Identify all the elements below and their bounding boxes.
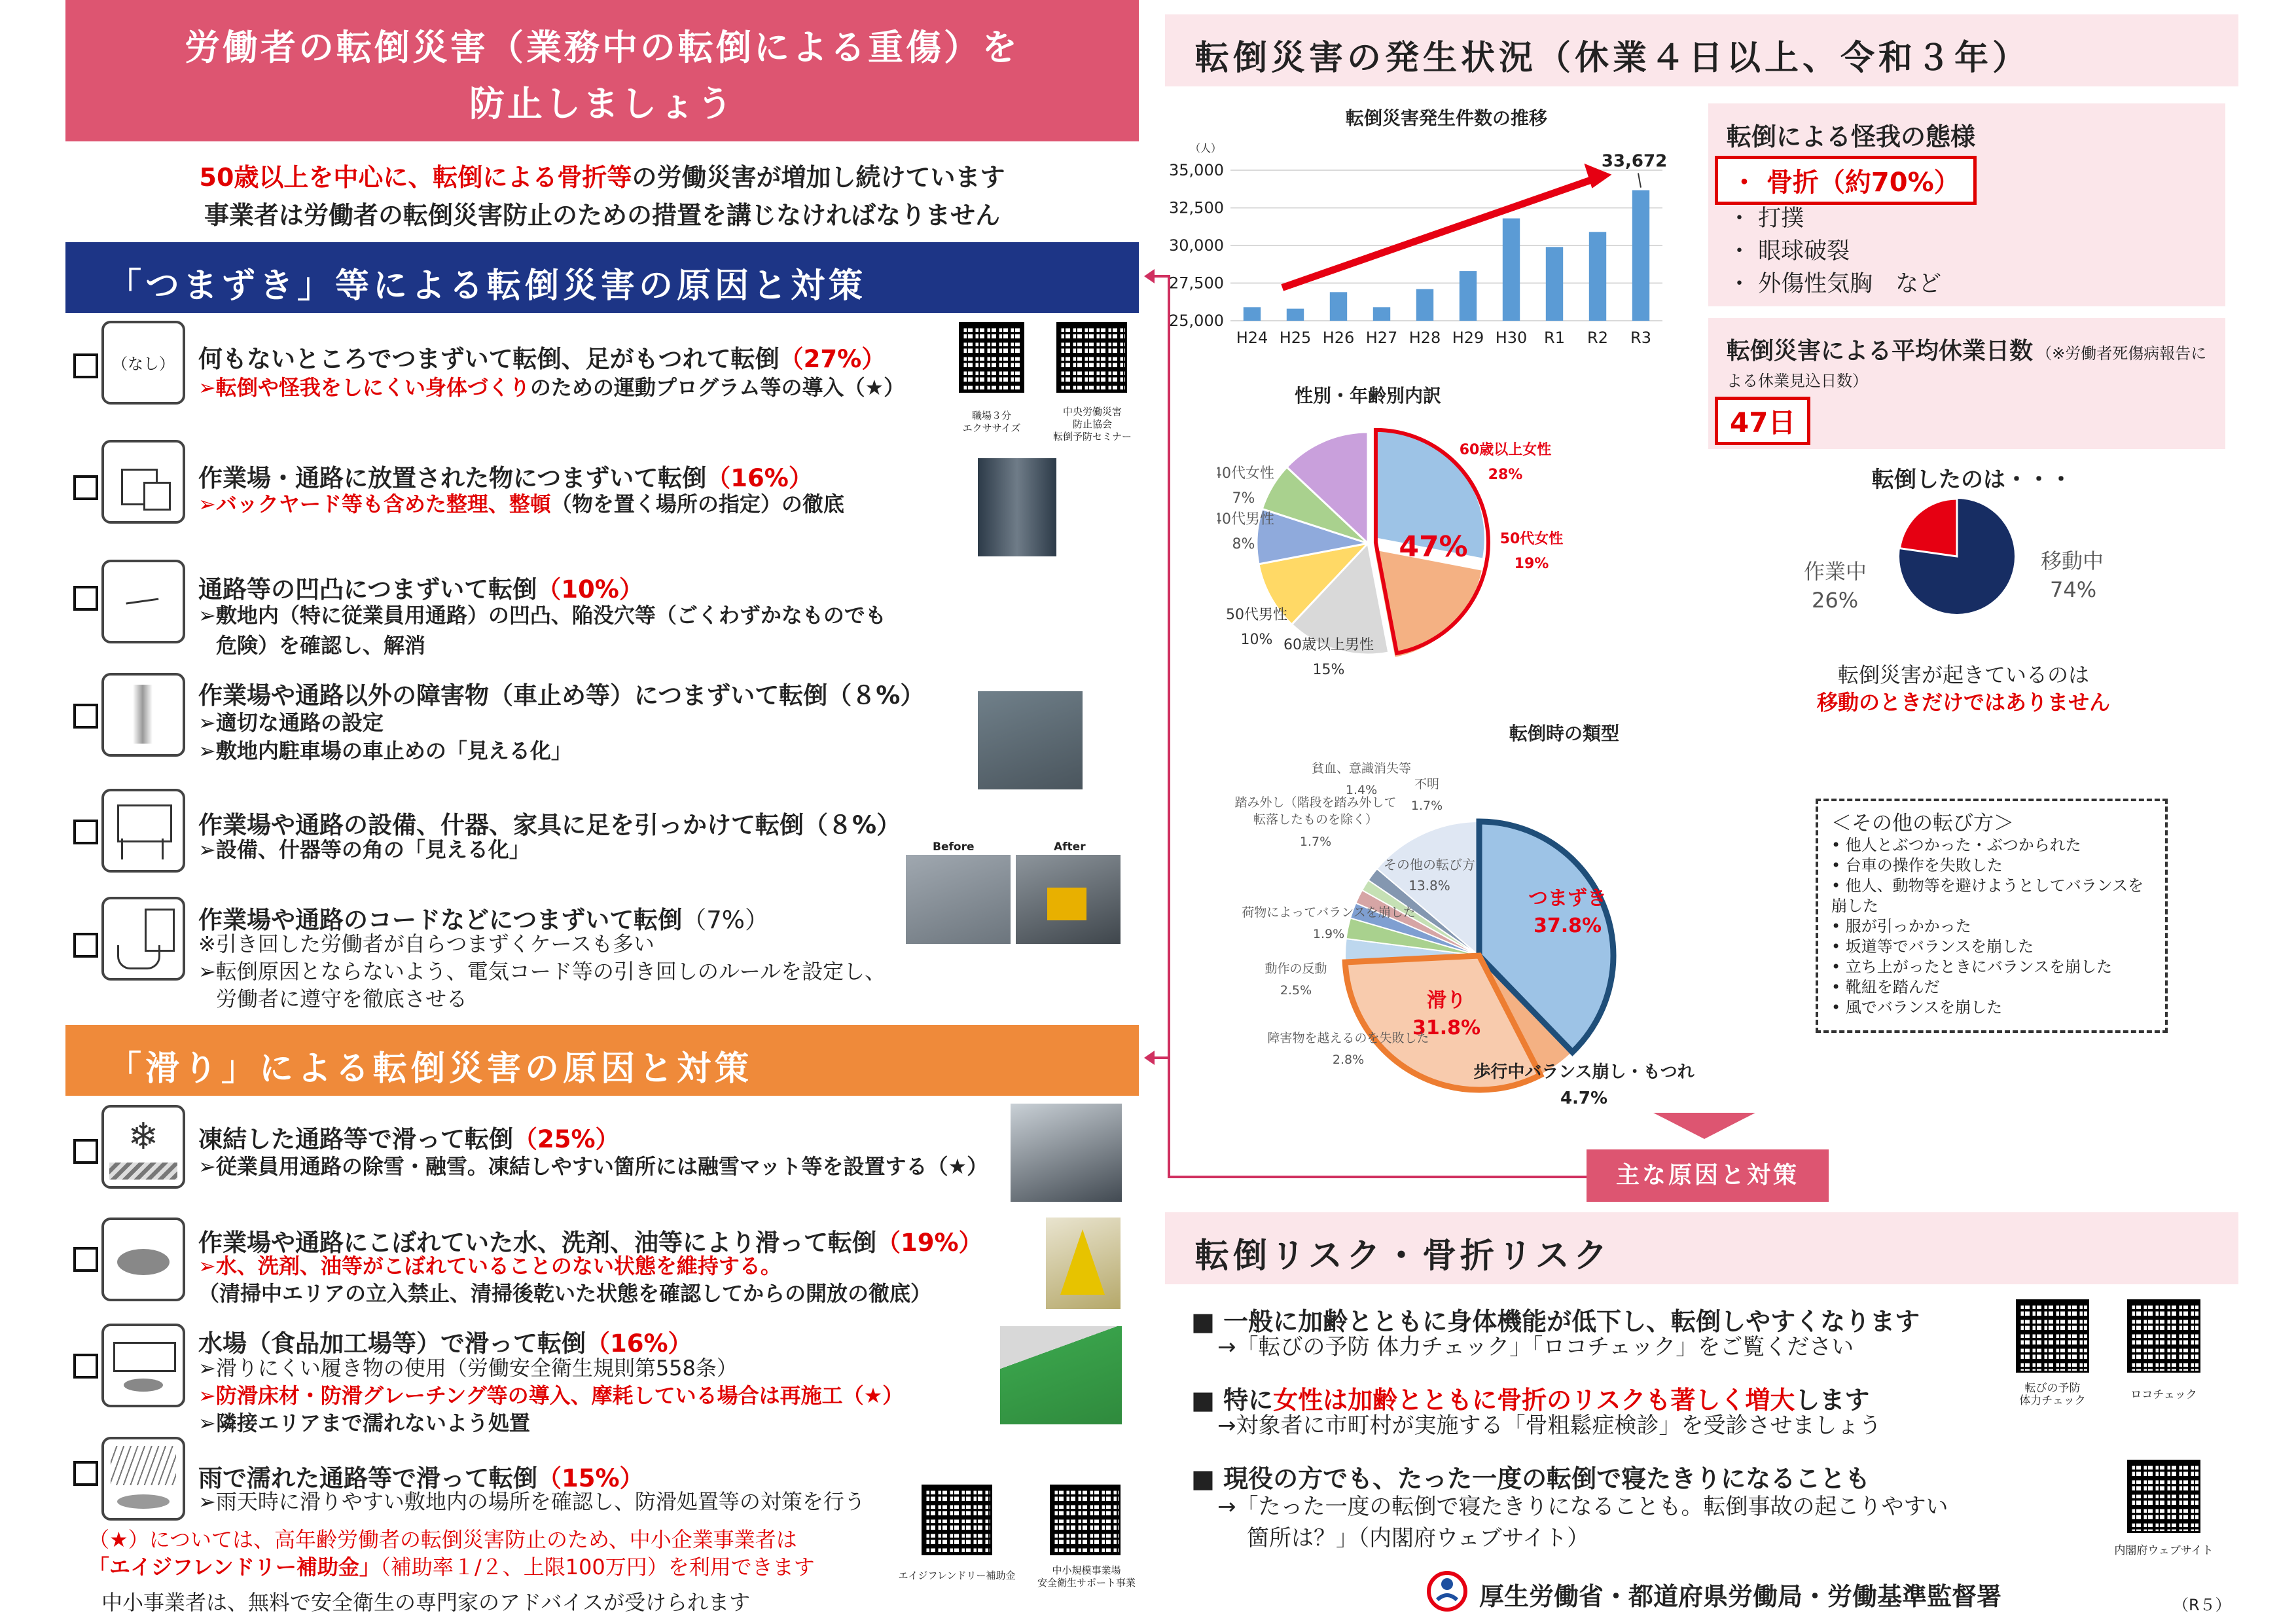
working-slice	[1900, 499, 1958, 556]
photo-parking-stop	[978, 691, 1083, 789]
checkbox-trip-2[interactable]	[73, 475, 98, 500]
type-label-8: 不明	[1414, 777, 1440, 791]
bar-chart	[1165, 98, 1669, 373]
slip-section-header	[65, 1025, 1139, 1096]
trip-3-pct: （10%）	[537, 575, 643, 604]
type-pct-4: 2.5%	[1280, 983, 1312, 998]
trip-6-sub2: ➢転倒原因とならないよう、電気コード等の引き回しのルールを設定し、	[198, 959, 886, 984]
demo-pct-0: 28%	[1488, 467, 1523, 483]
bar-R1	[1546, 247, 1563, 321]
type-pct-1: 4.7%	[1560, 1089, 1608, 1108]
moving-label: 移動中	[2041, 549, 2104, 573]
moving-note1: 転倒災害が起きているのは	[1837, 662, 2089, 687]
qr-caption-loco: ロコチェック	[2130, 1388, 2197, 1401]
qr-code-loco[interactable]	[2127, 1299, 2200, 1373]
moving-pct: 74%	[2050, 577, 2097, 602]
electric-cord-icon	[101, 897, 185, 981]
x-tick-label: H24	[1236, 329, 1268, 347]
checkbox-slip-1[interactable]	[73, 1139, 98, 1164]
status-title: 転倒災害の発生状況（休業４日以上、令和３年）	[1195, 39, 2031, 78]
trip-1-title	[198, 339, 886, 374]
injury-item-1: ・ 打撲	[1728, 206, 1804, 232]
x-tick-label: H29	[1452, 329, 1484, 347]
main-header-line2: 防止しましょう	[469, 83, 735, 124]
bar-chart-ylabel: （人）	[1189, 142, 1222, 154]
type-inner-label-0: つまずき	[1528, 887, 1607, 910]
main-header-line1: 労働者の転倒災害（業務中の転倒による重傷）を	[185, 27, 1020, 68]
trip-1-sub-red: ➢転倒や怪我をしにくい身体づくり	[198, 375, 530, 400]
risk-3-sub: →「たった一度の転倒で寝たきりになることも。転倒事故の起こりやすい	[1217, 1494, 1948, 1520]
slip-4-sub: ➢雨天時に滑りやすい敷地内の場所を確認し、防滑処置等の対策を行う	[198, 1489, 865, 1514]
other-falls-item: • 坂道等でバランスを崩した	[1831, 937, 2034, 956]
demo-pct-5: 7%	[1232, 490, 1255, 507]
y-tick-label: 25,000	[1169, 312, 1224, 330]
intro-black-text: の労働災害が増加し続けています	[632, 163, 1005, 192]
slip-1-title	[198, 1119, 620, 1155]
trip-2-sub-rest: （物を置く場所の指定）の徹底	[550, 492, 844, 516]
demo-pct-3: 10%	[1240, 632, 1273, 648]
slip-4-title-text: 雨で濡れた通路等で滑って転倒	[198, 1464, 537, 1492]
other-falls-item: • 風でバランスを崩した	[1831, 998, 2003, 1017]
y-tick-label: 27,500	[1169, 274, 1224, 293]
photo-warehouse-aisle	[978, 458, 1056, 556]
y-tick-label: 32,500	[1169, 198, 1224, 217]
bar-R3	[1632, 190, 1649, 321]
risk-2-head-a: ■ 特に	[1191, 1386, 1274, 1415]
photo-green-grating	[1000, 1326, 1122, 1424]
risk-2-sub: →対象者に市町村が実施する「骨粗鬆症検診」を受診させましょう	[1217, 1413, 1882, 1439]
before-label: Before	[933, 840, 975, 854]
other-falls-item: • 服が引っかかった	[1831, 917, 1971, 935]
slip-2-sub2: （清掃中エリアの立入禁止、清掃後乾いた状態を確認してからの開放の徹底）	[198, 1281, 932, 1306]
mhlw-logo	[1427, 1571, 1467, 1612]
demo-label-1: 50代女性	[1499, 531, 1564, 547]
bar-chart-title: 転倒災害発生件数の推移	[1345, 107, 1548, 129]
trip-1-pct: （27%）	[779, 345, 886, 373]
fall-type-chart	[1230, 720, 1754, 1126]
demo-label-4: 40代男性	[1217, 511, 1274, 528]
arrow-head-trip	[1144, 269, 1155, 283]
bar-H29	[1460, 271, 1477, 321]
qr-code-support[interactable]	[1050, 1485, 1121, 1555]
bar-H26	[1330, 292, 1347, 321]
moving-title: 転倒したのは・・・	[1872, 467, 2072, 493]
slip-2-pct: （19%）	[876, 1229, 983, 1257]
demo-pct-1: 19%	[1514, 556, 1549, 572]
type-inner-pct-9: 13.8%	[1408, 878, 1450, 893]
risk-1-sub: →「転びの予防 体力チェック」「ロコチェック」をご覧ください	[1217, 1334, 1854, 1360]
demo-pie-title: 性別・年齢別内訳	[1294, 385, 1442, 406]
box-icon	[101, 440, 185, 524]
bar-H28	[1416, 289, 1433, 321]
checkbox-slip-3[interactable]	[73, 1354, 98, 1379]
demo-label-5: 40代女性	[1217, 465, 1274, 482]
trip-2-title-text: 作業場・通路に放置された物につまずいて転倒	[198, 464, 707, 492]
type-label-1: 歩行中バランス崩し・もつれ	[1473, 1062, 1695, 1082]
icon-none	[101, 321, 185, 405]
trip-4-title	[198, 676, 924, 711]
x-tick-label: H26	[1322, 329, 1355, 347]
injury-box-title: 転倒による怪我の態様	[1727, 122, 1976, 151]
rest-title-line	[1727, 333, 2217, 395]
bar-H24	[1244, 307, 1261, 321]
trip-6-pct: （7%）	[682, 906, 769, 934]
slip-3-sub2	[198, 1381, 903, 1410]
type-pct-6: 1.7%	[1299, 835, 1332, 849]
trip-6-sub: ※引き回した労働者が自らつまずくケースも多い	[198, 931, 655, 956]
checkbox-trip-1[interactable]	[73, 353, 98, 378]
rain-icon	[101, 1437, 185, 1521]
rest-box	[1708, 318, 2225, 449]
trip-3-title-text: 通路等の凹凸につまずいて転倒	[198, 575, 537, 604]
risk-3-head: ■ 現役の方でも、たった一度の転倒で寝たきりになることも	[1191, 1464, 1871, 1493]
photo-after	[1016, 855, 1121, 944]
other-falls-item: • 他人とぶつかった・ぶつかられた	[1831, 836, 2081, 854]
risk-1-head: ■ 一般に加齢とともに身体機能が低下し、転倒しやすくなります	[1191, 1307, 1920, 1336]
other-falls-list	[1831, 835, 2159, 1018]
type-pct-7: 1.4%	[1345, 783, 1378, 797]
qr-code-seminar[interactable]	[1056, 322, 1127, 393]
moving-pie	[1898, 497, 2016, 615]
trip-1-sub-rest: のための運動プログラム等の導入（★）	[529, 375, 905, 400]
working-pct: 26%	[1812, 588, 1859, 613]
rest-value: 47日	[1715, 397, 1810, 445]
other-falls-item: • 他人、動物等を避けようとしてバランスを崩した	[1831, 876, 2144, 915]
connector-line	[1168, 275, 1170, 1178]
slip-section-title: 「滑り」による転倒災害の原因と対策	[107, 1049, 753, 1089]
slip-3-sub2-text: ➢防滑床材・防滑グレーチング等の導入、摩耗している場合は再施工（★）	[198, 1383, 904, 1408]
qr-caption-fall-check: 転びの予防 体力チェック	[2019, 1382, 2086, 1407]
footnote-line3: 中小事業者は、無料で安全衛生の専門家のアドバイスが受けられます	[101, 1590, 751, 1615]
slip-3-title-text: 水場（食品加工場等）で滑って転倒	[198, 1329, 586, 1358]
photo-before	[906, 855, 1011, 944]
type-inner-pct-0: 37.8%	[1533, 914, 1602, 937]
bar-annotation: 33,672	[1601, 151, 1668, 171]
other-falls-title: ＜その他の転び方＞	[1831, 812, 2014, 835]
checkbox-trip-4[interactable]	[73, 704, 98, 729]
trip-2-sub	[198, 490, 844, 518]
trip-section-header	[65, 242, 1139, 313]
slip-3-sub3: ➢隣接エリアまで濡れないよう処置	[198, 1411, 530, 1435]
qr-code-agefriendly[interactable]	[922, 1485, 992, 1555]
trip-6-title-text: 作業場や通路のコードなどにつまずいて転倒	[198, 906, 683, 934]
bar-H30	[1503, 219, 1520, 321]
checkbox-slip-4[interactable]	[73, 1461, 98, 1486]
demo-label-2: 60歳以上男性	[1283, 637, 1374, 653]
photo-snow-mat	[1011, 1104, 1122, 1202]
other-falls-item: • 靴紐を踏んだ	[1831, 978, 1940, 996]
x-tick-label: R2	[1587, 329, 1608, 347]
other-falls-item: • 台車の操作を失敗した	[1831, 856, 2003, 875]
bar-H25	[1287, 309, 1304, 321]
slip-2-sub: ➢水、洗剤、油等がこぼれていることのない状態を維持する。	[198, 1254, 781, 1278]
slip-2-title-text: 作業場や通路にこぼれていた水、洗剤、油等により滑って転倒	[198, 1229, 876, 1257]
risk-header	[1165, 1212, 2238, 1284]
trip-4-sub: ➢適切な通路の設定	[198, 710, 384, 735]
qr-caption-exercise: 職場３分 エクササイズ	[962, 410, 1021, 434]
type-inner-label-9: その他の転び方	[1384, 857, 1475, 873]
cause-button[interactable]: 主な原因と対策	[1587, 1149, 1829, 1202]
connector-bottom	[1168, 1176, 1593, 1178]
risk-2-head	[1191, 1380, 1869, 1416]
whiteboard-icon	[101, 789, 185, 873]
demographic-pie-svg	[1217, 380, 1623, 681]
checkbox-trip-3[interactable]	[73, 586, 98, 611]
type-pie-title: 転倒時の類型	[1509, 723, 1620, 744]
snowflake-icon: ❄	[101, 1105, 185, 1189]
type-label-4: 動作の反動	[1265, 962, 1327, 976]
trip-5-pct: （８%）	[804, 811, 901, 839]
cause-arrow	[1653, 1113, 1755, 1139]
bar-H27	[1373, 307, 1390, 321]
trip-3-sub: ➢敷地内（特に従業員用通路）の凹凸、陥没穴等（ごくわずかなものでも	[198, 603, 886, 628]
slip-1-sub: ➢従業員用通路の除雪・融雪。凍結しやすい箇所には融雪マット等を設置する（★）	[198, 1154, 988, 1179]
demographic-chart	[1217, 380, 1623, 681]
checkbox-trip-6[interactable]	[73, 933, 98, 958]
y-tick-label: 35,000	[1169, 161, 1224, 179]
type-label-3: 障害物を越えるのを失敗した	[1267, 1031, 1429, 1045]
x-tick-label: H30	[1495, 329, 1528, 347]
trip-4-sub2: ➢敷地内駐車場の車止めの「見える化」	[198, 738, 572, 763]
footnote-line1: （★）については、高年齢労働者の転倒災害防止のため、中小企業事業者は	[88, 1527, 797, 1552]
photo-caution-sign	[1046, 1218, 1121, 1309]
arrow-head-slip	[1144, 1051, 1155, 1065]
type-label-6a: 踏み外し（階段を踏み外して	[1234, 795, 1397, 810]
checkbox-slip-2[interactable]	[73, 1247, 98, 1272]
demo-center-label: 47%	[1399, 530, 1468, 564]
risk-2-head-b: します	[1795, 1386, 1870, 1415]
demo-pct-4: 8%	[1232, 536, 1255, 552]
type-label-6b: 転落したものを除く）	[1253, 812, 1378, 827]
slip-1-title-text: 凍結した通路等で滑って転倒	[198, 1125, 513, 1153]
x-tick-label: R1	[1544, 329, 1565, 347]
slip-3-sub: ➢滑りにくい履き物の使用（労働安全衛生規則第558条）	[198, 1356, 738, 1380]
x-tick-label: R3	[1630, 329, 1651, 347]
spill-icon	[101, 1218, 185, 1301]
risk-title: 転倒リスク・骨折リスク	[1195, 1236, 1611, 1276]
trip-6-sub3: 労働者に遵守を徹底させる	[216, 986, 468, 1011]
fall-type-pie-svg	[1230, 720, 1754, 1126]
rest-note: （※労働者死傷病報告による休業見込日数）	[1727, 344, 2207, 390]
intro-line2: 事業者は労働者の転倒災害防止のための措置を講じなければなりません	[204, 201, 1000, 230]
injury-item-3: ・ 外傷性気胸 など	[1728, 271, 1942, 297]
trip-3-sub2: 危険）を確認し、解消	[216, 633, 426, 658]
footnote-line2-rest: （補助率１/２、上限100万円）を利用できます	[380, 1555, 815, 1579]
trip-1-title-text: 何もないところでつまずいて転倒、足がもつれて転倒	[198, 345, 780, 373]
type-inner-pct-2: 31.8%	[1412, 1017, 1481, 1039]
footnote-subsidy: 「エイジフレンドリー補助金」	[88, 1555, 380, 1579]
after-label: After	[1054, 840, 1086, 854]
type-pct-5: 1.9%	[1312, 927, 1345, 941]
intro-red-text: 50歳以上を中心に、転倒による骨折等	[199, 163, 632, 192]
footnote-line2	[88, 1553, 815, 1581]
qr-caption-agefriendly: エイジフレンドリー補助金	[898, 1570, 1016, 1581]
slip-1-pct: （25%）	[513, 1125, 620, 1153]
bar-chart-svg	[1165, 98, 1669, 373]
slip-3-pct: （16%）	[586, 1329, 692, 1358]
qr-code-fall-check[interactable]	[2016, 1299, 2089, 1373]
status-header	[1165, 14, 2238, 86]
y-tick-label: 30,000	[1169, 236, 1224, 255]
trip-4-pct: （８%）	[827, 681, 925, 710]
annotation-leader	[1638, 173, 1641, 188]
x-tick-label: H27	[1365, 329, 1398, 347]
rest-title: 転倒災害による平均休業日数	[1727, 338, 2034, 365]
x-tick-label: H25	[1279, 329, 1312, 347]
trip-1-sub	[198, 373, 905, 402]
risk-2-head-red: 女性は加齢とともに骨折のリスクも著しく増大	[1273, 1386, 1795, 1415]
pothole-icon	[101, 560, 185, 643]
qr-code-cabinet[interactable]	[2127, 1460, 2200, 1533]
wet-floor-icon	[101, 1324, 185, 1407]
other-falls-item: • 立ち上がったときにバランスを崩した	[1831, 958, 2113, 976]
working-label: 作業中	[1804, 559, 1867, 584]
trip-4-title-text: 作業場や通路以外の障害物（車止め等）につまずいて転倒	[198, 681, 828, 710]
type-pct-3: 2.8%	[1332, 1053, 1365, 1067]
trip-section-title: 「つまずき」等による転倒災害の原因と対策	[107, 266, 867, 306]
trip-2-pct: （16%）	[706, 464, 813, 492]
type-label-5: 荷物によってバランスを崩した	[1242, 905, 1416, 920]
demo-pct-2: 15%	[1312, 662, 1345, 678]
footer-org: 厚生労働省・都道府県労働局・労働基準監督署	[1479, 1582, 2002, 1611]
qr-caption-seminar: 中央労働災害 防止協会 転倒予防セミナー	[1052, 406, 1132, 442]
moving-note2: 移動のときだけではありません	[1816, 690, 2110, 715]
checkbox-trip-5[interactable]	[73, 820, 98, 844]
trip-2-title	[198, 458, 813, 494]
x-tick-label: H28	[1408, 329, 1441, 347]
trip-5-sub: ➢設備、什器等の角の「見える化」	[198, 837, 530, 862]
injury-main: ・ 骨折（約70%）	[1715, 156, 1977, 205]
qr-caption-support: 中小規模事業場 安全衛生サポート事業	[1037, 1564, 1136, 1589]
trip-2-sub-red: ➢バックヤード等も含めた整理、整頓	[198, 492, 551, 516]
slip-4-pct: （15%）	[537, 1464, 644, 1492]
footer-code: （R５）	[2173, 1596, 2231, 1614]
qr-code-exercise[interactable]	[959, 322, 1024, 393]
icon-none-label: （なし）	[112, 355, 175, 373]
bar-R2	[1589, 232, 1606, 321]
type-label-7: 貧血、意識消失等	[1311, 761, 1412, 776]
other-falls-box	[1816, 799, 2168, 1033]
parking-stop-icon	[101, 673, 185, 757]
injury-item-2: ・ 眼球破裂	[1728, 238, 1850, 264]
type-inner-label-2: 滑り	[1427, 989, 1466, 1012]
demo-label-0: 60歳以上女性	[1459, 442, 1552, 458]
type-pct-8: 1.7%	[1410, 799, 1443, 813]
intro-line1	[65, 157, 1139, 193]
risk-3-sub2: 箇所は？」（内閣府ウェブサイト）	[1247, 1525, 1590, 1551]
trip-3-title	[198, 569, 643, 605]
trip-5-title-text: 作業場や通路の設備、什器、家具に足を引っかけて転倒	[198, 811, 804, 839]
injury-box	[1708, 103, 2225, 306]
qr-caption-cabinet: 内閣府ウェブサイト	[2114, 1544, 2214, 1557]
main-header	[65, 0, 1139, 141]
demo-label-3: 50代男性	[1226, 607, 1287, 623]
